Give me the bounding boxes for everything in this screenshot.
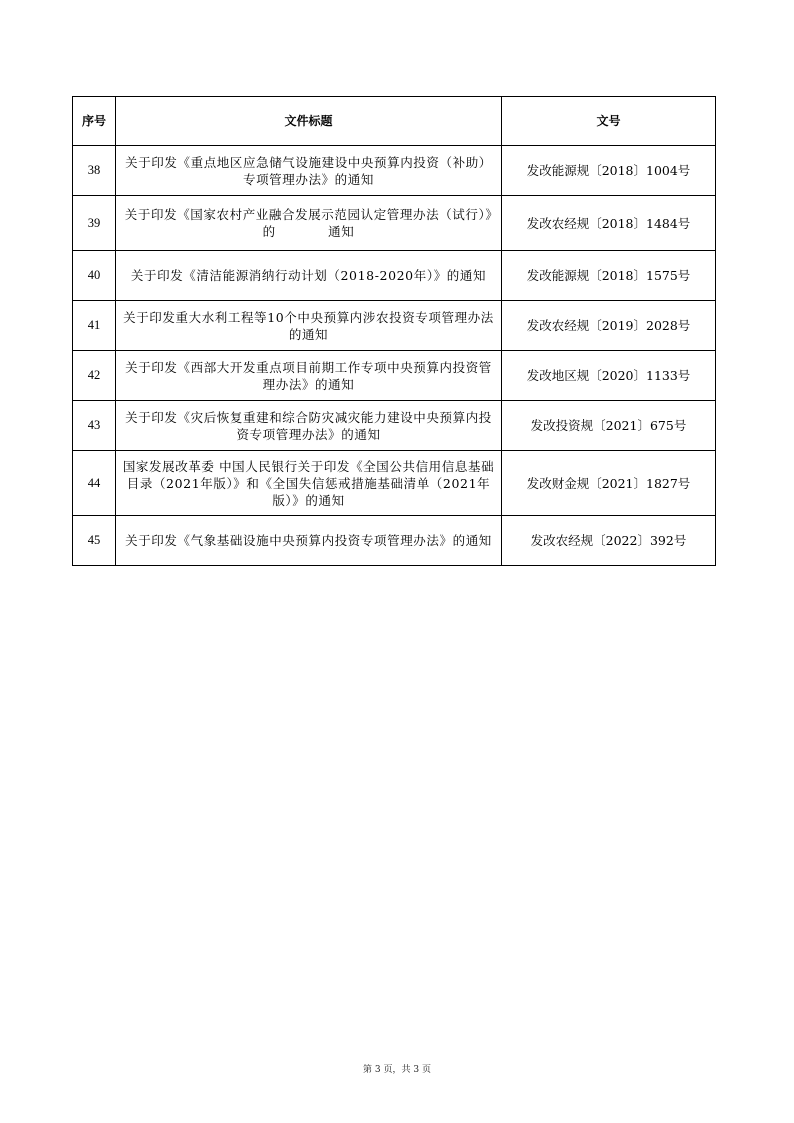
table-row — [73, 516, 716, 566]
row-number: 发改财金规〔2021〕1827号 — [502, 451, 716, 516]
row-number: 发改农经规〔2018〕1484号 — [502, 196, 716, 251]
row-seq: 41 — [73, 301, 116, 351]
table-row — [73, 251, 716, 301]
header-title: 文件标题 — [116, 97, 502, 146]
table-row — [73, 401, 716, 451]
table-row — [73, 351, 716, 401]
row-title: 关于印发《国家农村产业融合发展示范园认定管理办法（试行）》的 通知 — [116, 196, 502, 251]
row-title: 关于印发《灾后恢复重建和综合防灾减灾能力建设中央预算内投资专项管理办法》的通知 — [116, 401, 502, 451]
row-seq: 45 — [73, 516, 116, 566]
row-title: 关于印发重大水利工程等10个中央预算内涉农投资专项管理办法的通知 — [116, 301, 502, 351]
table-row — [73, 301, 716, 351]
row-seq: 43 — [73, 401, 116, 451]
header-seq: 序号 — [73, 97, 116, 146]
row-seq: 38 — [73, 146, 116, 196]
row-number: 发改能源规〔2018〕1004号 — [502, 146, 716, 196]
row-title: 关于印发《重点地区应急储气设施建设中央预算内投资（补助）专项管理办法》的通知 — [116, 146, 502, 196]
documents-table — [72, 96, 716, 566]
table-row — [73, 451, 716, 516]
header-number: 文号 — [502, 97, 716, 146]
row-number: 发改地区规〔2020〕1133号 — [502, 351, 716, 401]
row-title: 关于印发《西部大开发重点项目前期工作专项中央预算内投资管理办法》的通知 — [116, 351, 502, 401]
table-header-row — [73, 97, 716, 146]
row-number: 发改投资规〔2021〕675号 — [502, 401, 716, 451]
row-seq: 42 — [73, 351, 116, 401]
row-seq: 40 — [73, 251, 116, 301]
row-number: 发改能源规〔2018〕1575号 — [502, 251, 716, 301]
table-row — [73, 196, 716, 251]
table-row — [73, 146, 716, 196]
page-number-footer: 第 3 页，共 3 页 — [363, 1065, 431, 1075]
row-seq: 44 — [73, 451, 116, 516]
row-number: 发改农经规〔2019〕2028号 — [502, 301, 716, 351]
row-title: 关于印发《气象基础设施中央预算内投资专项管理办法》的通知 — [116, 516, 502, 566]
row-number: 发改农经规〔2022〕392号 — [502, 516, 716, 566]
row-seq: 39 — [73, 196, 116, 251]
row-title: 国家发展改革委 中国人民银行关于印发《全国公共信用信息基础目录（2021年版）》和《全国失信惩戒措施基础清单（2021年版）》的通知 — [116, 451, 502, 516]
row-title: 关于印发《清洁能源消纳行动计划（2018-2020年）》的通知 — [116, 251, 502, 301]
